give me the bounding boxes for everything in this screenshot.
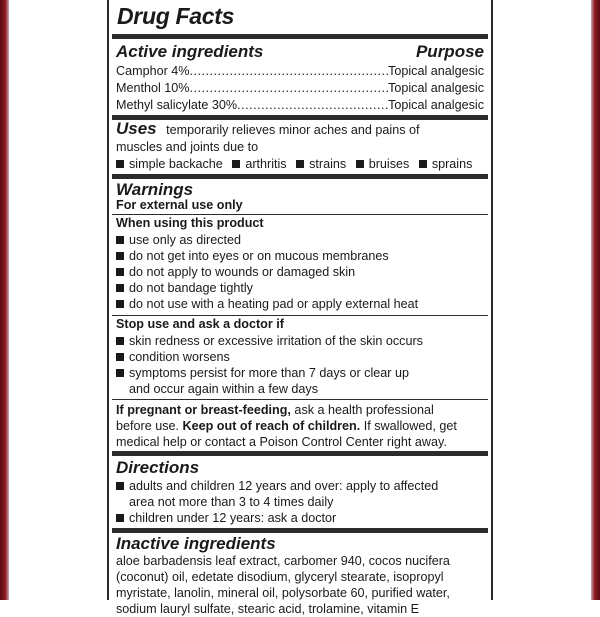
inactive-line: myristate, lanolin, mineral oil, polysorbate 60, purified water, [116,586,450,600]
keep-out-bold: Keep out of reach of children. [182,419,361,433]
bullet-icon [116,514,124,522]
bullet-icon [116,300,124,308]
divider-line [112,214,488,215]
external-use-text: For external use only [116,198,243,212]
stop-use-heading: Stop use and ask a doctor if [116,317,284,331]
purpose-heading: Purpose [415,42,484,61]
ingredient-row [116,81,484,95]
list-item-text: do not bandage tightly [129,281,253,295]
divider-bar [112,528,488,533]
inactive-ingredients-text [116,553,485,617]
children-warning [116,418,457,434]
active-ingredients-heading: Active ingredients [116,42,264,61]
list-item [116,264,355,280]
list-item-text: do not apply to wounds or damaged skin [129,265,356,279]
divider-line [112,399,488,400]
list-item [116,510,336,526]
divider-bar [112,174,488,179]
list-item [116,232,241,248]
inactive-line: aloe barbadensis leaf extract, carbomer 940, cocos nucifera [116,554,450,568]
list-item-continuation: area not more than 3 to 4 times daily [129,495,334,509]
inactive-line: sodium lauryl sulfate, stearic acid, trolamine, vitamin E [116,602,420,616]
bullet-icon [356,160,364,168]
package-edge-left [0,0,9,600]
drug-facts-title: Drug Facts [117,3,235,29]
pregnancy-text: ask a health professional [290,403,434,417]
ingredient-name: Methyl salicylate 30% [116,98,238,112]
list-item-text: children under 12 years: ask a doctor [129,511,337,525]
warnings-heading: Warnings [116,180,194,199]
pregnancy-bold: If pregnant or breast-feeding, [116,403,291,417]
list-item [116,349,230,365]
divider-bar [112,451,488,456]
list-item-text: do not use with a heating pad or apply external heat [129,297,419,311]
pregnancy-warning [116,402,434,418]
ingredient-row [116,98,484,112]
list-item-text: adults and children 12 years and over: apply to affected [129,479,439,493]
divider-bar [112,115,488,120]
list-item [116,248,389,264]
ingredient-name: Menthol 10% [116,81,190,95]
inactive-ingredients-heading: Inactive ingredients [116,534,276,553]
dot-leader [190,81,389,95]
list-item-text: do not get into eyes or on mucous membranes [129,249,389,263]
list-item [116,296,418,312]
use-item: strains [309,157,347,171]
list-item-text: skin redness or excessive irritation of the skin occurs [129,334,423,348]
uses-text: temporarily relieves minor aches and pains of [166,123,420,137]
use-item: arthritis [245,157,287,171]
list-item-continuation: and occur again within a few days [129,382,319,396]
warning-text: before use. [116,419,183,433]
drug-facts-panel [107,0,493,616]
uses-line [116,121,420,138]
use-item: bruises [368,157,410,171]
dot-leader [190,64,389,78]
poison-control-text: medical help or contact a Poison Control Center right away. [116,435,447,449]
bullet-icon [116,268,124,276]
when-using-heading: When using this product [116,216,264,230]
divider-bar [112,34,488,39]
list-item [116,333,423,349]
list-item-text: condition worsens [129,350,230,364]
bullet-icon [116,160,124,168]
directions-heading: Directions [116,458,200,477]
bullet-icon [419,160,427,168]
inactive-line: (coconut) oil, edetate disodium, glyceryl stearate, isopropyl [116,570,444,584]
uses-text-2: muscles and joints due to [116,140,259,154]
use-item: sprains [431,157,473,171]
ingredient-purpose: Topical analgesic [388,64,484,78]
bullet-icon [116,284,124,292]
bullet-icon [116,353,124,361]
use-item: simple backache [129,157,223,171]
list-item [116,280,253,296]
bullet-icon [116,369,124,377]
divider-line [112,315,488,316]
bullet-icon [116,337,124,345]
warning-text: If swallowed, get [360,419,457,433]
dot-leader [237,98,388,112]
bullet-icon [116,252,124,260]
ingredient-purpose: Topical analgesic [388,98,484,112]
list-item-text: use only as directed [129,233,242,247]
ingredient-row [116,64,484,78]
bullet-icon [116,236,124,244]
uses-items [116,156,472,172]
package-edge-right [591,0,600,600]
uses-heading: Uses [116,119,157,138]
bullet-icon [296,160,304,168]
bullet-icon [232,160,240,168]
ingredient-name: Camphor 4% [116,64,190,78]
bullet-icon [116,482,124,490]
list-item [116,365,409,381]
list-item [116,478,438,494]
list-item-text: symptoms persist for more than 7 days or clear up [129,366,409,380]
ingredient-purpose: Topical analgesic [388,81,484,95]
